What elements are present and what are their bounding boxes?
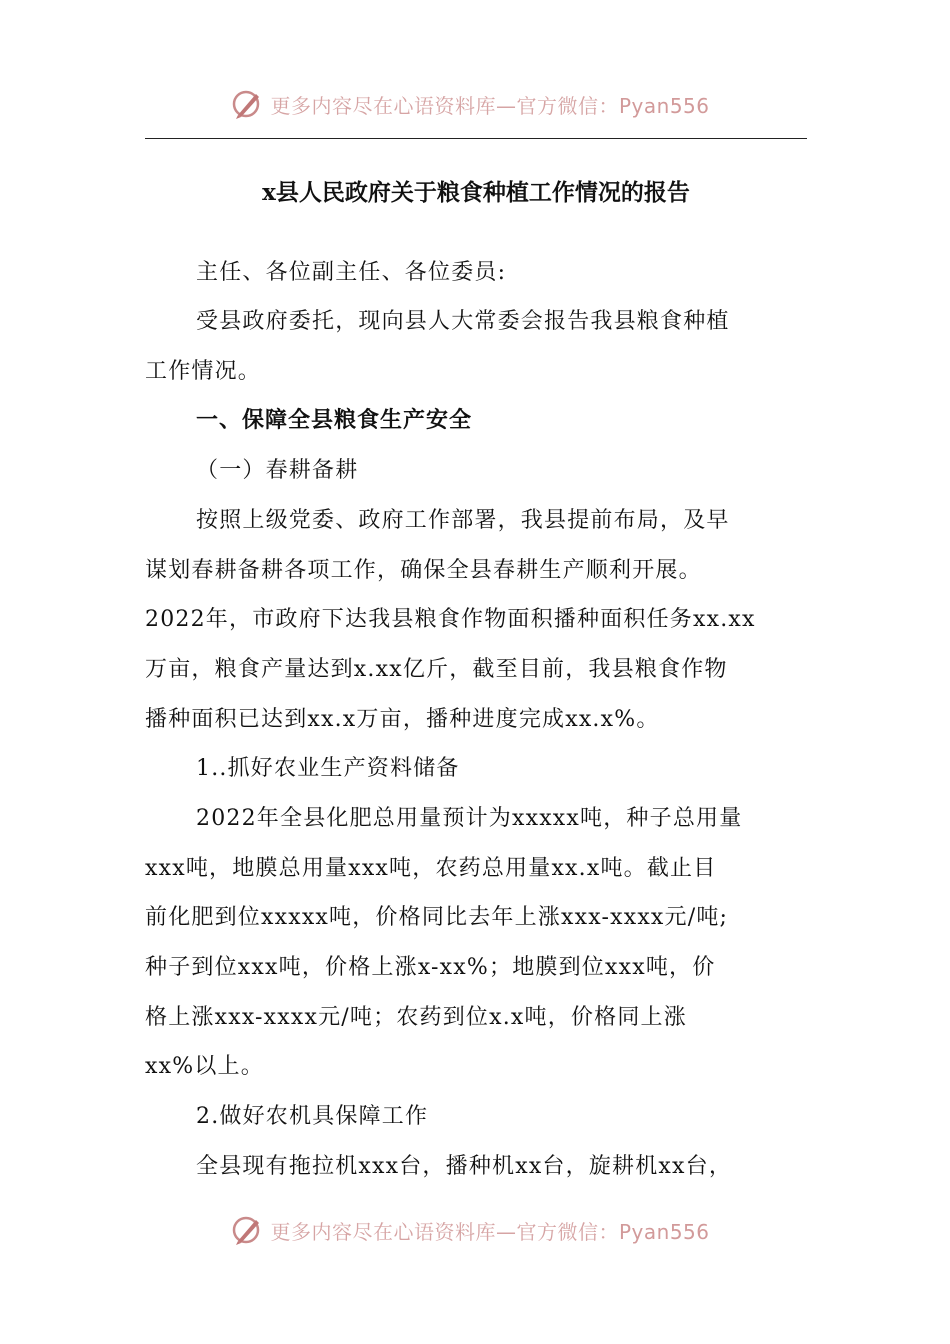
item-heading-2: 2.做好农机具保障工作 [196,1104,429,1129]
watermark-wechat-id: Pyan556 [618,1219,710,1244]
body-line: 工作情况。 [145,359,262,384]
pen-circle-icon [230,1213,264,1247]
body-line: 播种面积已达到xx.x万亩，播种进度完成xx.x%。 [145,707,660,732]
body-line: xx%以上。 [145,1054,264,1079]
body-line: 2022年全县化肥总用量预计为xxxxx吨，种子总用量 [196,806,743,831]
body-line: 前化肥到位xxxxx吨，价格同比去年上涨xxx-xxxx元/吨; [145,905,729,930]
salutation: 主任、各位副主任、各位委员: [196,260,507,285]
header-divider [145,138,807,139]
watermark-text: 更多内容尽在心语资料库—官方微信： [270,93,619,118]
body-line: 格上涨xxx-xxxx元/吨；农药到位x.x吨，价格同上涨 [145,1005,687,1030]
body-line: 受县政府委托，现向县人大常委会报告我县粮食种植 [196,309,730,334]
body-line: xxx吨，地膜总用量xxx吨，农药总用量xx.x吨。截止目 [145,856,717,881]
body-line: 种子到位xxx吨，价格上涨x-xx%；地膜到位xxx吨，价 [145,955,716,980]
footer-watermark [0,1210,950,1250]
pen-circle-icon [230,87,264,121]
item-heading-1: 1..抓好农业生产资料储备 [196,756,460,781]
watermark-wechat-id: Pyan556 [618,93,710,118]
body-line: 谋划春耕备耕各项工作，确保全县春耕生产顺利开展。 [145,558,702,583]
subsection-heading-1: （一）春耕备耕 [196,458,359,483]
body-line: 2022年，市政府下达我县粮食作物面积播种面积任务xx.xx [145,607,756,632]
body-line: 按照上级党委、政府工作部署，我县提前布局，及早 [196,508,730,533]
section-heading-1: 一、保障全县粮食生产安全 [196,408,473,433]
body-line: 全县现有拖拉机xxx台，播种机xx台，旋耕机xx台， [196,1154,733,1179]
header-watermark [0,84,950,124]
watermark-text: 更多内容尽在心语资料库—官方微信： [270,1219,619,1244]
body-line: 万亩，粮食产量达到x.xx亿斤，截至目前，我县粮食作物 [145,657,728,682]
document-title: x县人民政府关于粮食种植工作情况的报告 [262,179,690,206]
